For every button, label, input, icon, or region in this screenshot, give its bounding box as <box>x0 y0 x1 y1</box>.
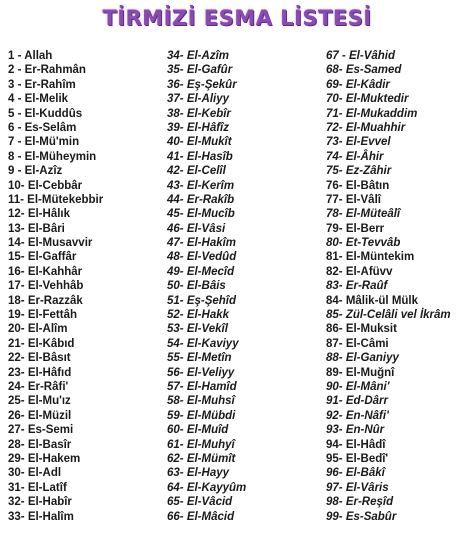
list-item: 56- El-Veliyy <box>167 366 235 379</box>
list-item: 54- El-Kaviyy <box>167 337 239 350</box>
list-item: 12- El-Hâlık <box>8 208 70 221</box>
list-item: 1 - Allah <box>8 50 53 62</box>
list-item: 35- El-Gafûr <box>167 64 233 77</box>
list-item: 52- El-Hakk <box>167 309 230 322</box>
list-item: 7 - El-Mü'min <box>8 136 80 149</box>
list-item: 43- El-Kerîm <box>167 179 235 192</box>
list-item: 97- El-Vâris <box>326 481 389 494</box>
list-item: 29- El-Hakem <box>8 452 81 465</box>
list-item: 48- El-Vedûd <box>167 251 237 264</box>
list-item: 90- El-Mâni' <box>326 380 390 393</box>
list-item: 62- El-Mümît <box>167 452 236 465</box>
list-item: 14- El-Musavvir <box>8 237 93 250</box>
list-item: 63- El-Hayy <box>167 467 230 480</box>
list-item: 58- El-Muhsî <box>167 395 235 408</box>
list-item: 27- Es-Semi <box>8 424 74 437</box>
list-item: 26- El-Müzil <box>8 409 72 422</box>
list-item: 84- Mâlik-ül Mülk <box>326 294 419 307</box>
list-item: 9 - El-Azîz <box>8 165 63 178</box>
list-item: 51- Eş-Şehîd <box>167 294 237 307</box>
list-item: 72- El-Muahhir <box>326 121 406 134</box>
list-item: 46- El-Vâsi <box>167 222 226 235</box>
list-item: 41- El-Hasîb <box>167 150 233 163</box>
list-item: 57- El-Hamîd <box>167 380 237 393</box>
list-item: 8 - El-Müheymin <box>8 150 97 163</box>
list-item: 86- El-Muksit <box>326 323 397 336</box>
list-item: 13- El-Bâri <box>8 222 65 235</box>
list-item: 39- El-Hâfîz <box>167 121 229 134</box>
list-item: 30- El-Adl <box>8 467 62 480</box>
list-item: 82- El-Afüvv <box>326 265 393 278</box>
list-item: 61- El-Muhyî <box>167 438 235 451</box>
list-item: 92- En-Nâfi' <box>326 409 389 422</box>
list-item: 19- El-Fettâh <box>8 309 78 322</box>
list-item: 38- El-Kebîr <box>167 107 231 120</box>
list-item: 67 - El-Vâhid <box>326 50 396 62</box>
names-column-2 <box>167 49 246 524</box>
list-item: 2 - Er-Rahmân <box>8 64 86 77</box>
list-item: 22- El-Bâsıt <box>8 352 71 365</box>
list-item: 36- Eş-Şekûr <box>167 78 237 91</box>
list-item: 99- Es-Sabûr <box>326 510 397 523</box>
list-item: 47- El-Hakîm <box>167 237 237 250</box>
list-item: 94- El-Hâdî <box>326 438 386 451</box>
list-item: 91- Ed-Dârr <box>326 395 388 408</box>
list-item: 20- El-Alîm <box>8 323 68 336</box>
list-item: 96- El-Bâkî <box>326 467 385 480</box>
names-column-3 <box>326 49 451 524</box>
list-item: 85- Zül-Celâli vel İkrâm <box>326 309 451 322</box>
list-item: 11- El-Mütekebbir <box>8 193 104 206</box>
list-item: 66- El-Mâcid <box>167 510 235 523</box>
list-item: 49- El-Mecîd <box>167 265 235 278</box>
list-item: 4 - El-Melik <box>8 93 69 106</box>
list-item: 24- Er-Râfi' <box>8 380 69 393</box>
list-item: 68- Es-Samed <box>326 64 402 77</box>
list-item: 10- El-Cebbâr <box>8 179 83 192</box>
list-item: 45- El-Mucîb <box>167 208 235 221</box>
list-item: 21- El-Kâbıd <box>8 337 75 350</box>
list-item: 88- El-Ganiyy <box>326 352 399 365</box>
list-item: 80- Et-Tevvâb <box>326 237 401 250</box>
list-item: 17- El-Vehhâb <box>8 280 84 293</box>
list-item: 65- El-Vâcid <box>167 496 233 509</box>
list-item: 50- El-Bâis <box>167 280 226 293</box>
list-item: 69- El-Kâdir <box>326 78 390 91</box>
list-item: 77- El-Vâlî <box>326 193 381 206</box>
list-item: 79- El-Berr <box>326 222 385 235</box>
list-item: 23- El-Hâfıd <box>8 366 72 379</box>
list-item: 16- El-Kahhâr <box>8 265 83 278</box>
list-item: 71- El-Mukaddim <box>326 107 418 120</box>
list-item: 95- El-Bedî' <box>326 452 389 465</box>
list-item: 55- El-Metîn <box>167 352 232 365</box>
list-item: 59- El-Mübdi <box>167 409 236 422</box>
list-item: 15- El-Gaffâr <box>8 251 77 264</box>
list-item: 75- Ez-Zâhir <box>326 165 392 178</box>
list-item: 81- El-Müntekim <box>326 251 415 264</box>
list-item: 6 - Es-Selâm <box>8 121 77 134</box>
list-item: 40- El-Mukît <box>167 136 232 149</box>
list-item: 70- El-Muktedir <box>326 93 409 106</box>
list-item: 31- El-Latîf <box>8 481 67 494</box>
list-item: 64- El-Kayyûm <box>167 481 247 494</box>
list-item: 78- El-Müteâlî <box>326 208 401 221</box>
names-column-1 <box>8 49 103 524</box>
list-item: 60- El-Muîd <box>167 424 229 437</box>
list-item: 89- El-Muğnî <box>326 366 395 379</box>
list-item: 5 - El-Kuddûs <box>8 107 83 120</box>
page-title: TİRMİZİ ESMA LİSTESİ <box>102 6 372 30</box>
list-item: 44- Er-Rakîb <box>167 193 235 206</box>
list-item: 53- El-Vekîl <box>167 323 228 336</box>
list-item: 73- El-Evvel <box>326 136 391 149</box>
list-item: 87- El-Câmi <box>326 337 389 350</box>
list-item: 33- El-Halîm <box>8 510 74 523</box>
list-item: 28- El-Basîr <box>8 438 72 451</box>
list-item: 18- Er-Razzâk <box>8 294 83 307</box>
list-item: 25- El-Mu'ız <box>8 395 71 408</box>
list-item: 3 - Er-Rahîm <box>8 78 76 91</box>
list-item: 98- Er-Reşîd <box>326 496 394 509</box>
list-item: 34- El-Azîm <box>167 50 229 62</box>
list-item: 76- El-Bâtın <box>326 179 390 192</box>
list-item: 83- Er-Raûf <box>326 280 388 293</box>
list-item: 42- El-Celîl <box>167 165 226 178</box>
list-item: 37- El-Aliyy <box>167 93 229 106</box>
list-item: 74- El-Âhir <box>326 150 384 163</box>
list-item: 32- El-Habîr <box>8 496 72 509</box>
list-item: 93- En-Nûr <box>326 424 385 437</box>
